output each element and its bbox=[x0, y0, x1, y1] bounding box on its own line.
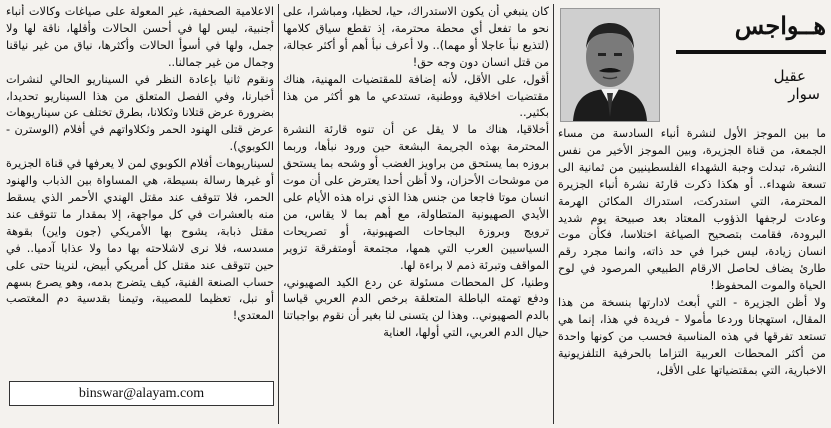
paragraph: ولا أظن الجزيرة - التي أبعث لادارتها بنسخة من هذا المقال، استهجانا وردعا مأمولا - فريدة في هذا، إنما هي تستعد تفرقها في هذه المناسبة فحسب من كونها واحدة من أكثر المحطات العربية التزاما بالحرفية التلفزيونية الاخبارية، التي بمقتضياتها على الأقل، bbox=[558, 296, 826, 377]
title-underline bbox=[676, 50, 826, 54]
author-email[interactable]: binswar@alayam.com bbox=[9, 381, 274, 406]
article-column-left bbox=[6, 4, 274, 374]
paragraph: كان ينبغي أن يكون الاستدراك، حيا، لحظيا، ومباشرا، على نحو ما تفعل أي محطة محترمة، إذ تقطع سياق كلامها (لتذيع نبأ عاجلا أو مهما).. ولا أعرف نبأ أهم أو أكثر عجالة، من قتل انسان دون وجه حق! bbox=[283, 5, 549, 69]
author-last-name: سوار bbox=[788, 85, 820, 103]
paragraph: وطنيا، كل المحطات مسئولة عن ردع الكيد الصهيوني، ودفع تهمته الباطلة المتعلقة برخص الدم العربي قياسا بالدم الصهيوني.. وهذا لن يتسنى لنا بغير أن نقوم بواجباتنا حيال الدم العربي، التي أولها، العناية bbox=[283, 275, 549, 340]
column-header bbox=[558, 4, 826, 126]
column-divider bbox=[553, 4, 554, 424]
article-column-middle bbox=[283, 4, 549, 428]
article-column-right bbox=[558, 4, 826, 424]
author-photo bbox=[560, 8, 660, 122]
paragraph: أقول، على الأقل، لأنه إضافة للمقتضيات المهنية، هناك مقتضيات اخلاقية ووطنية، تستدعي ما هو أكثر من هذا بكثير.. bbox=[283, 72, 549, 120]
paragraph: ونقوم ثانيا بإعادة النظر في السيناريو الحالي لنشرات أخبارنا، وفي الفصل المتعلق من هذا السيناريو تحديدا، بضرورة عرض قتلانا وثكلانا، بطرق تختلف عن سيناريوهات عرض قتلى الهنود الحمر وثكلاواتهم في أفلام (الوسترن - الكوبوي). bbox=[6, 72, 274, 154]
paragraph: الاعلامية الصحفية، غير المعولة على صياغات وكالات أنباء أجنبية، ليس لها في أحسن الحالات وأقلها، ناقة لها ولا جمل، ولها في أسوأ الحالات وأكثرها، نياق من غير نياقنا وجمال من غير جمالنا.. bbox=[6, 5, 274, 69]
author-first-name: عقيل bbox=[773, 67, 806, 85]
paragraph: لسيناريوهات أفلام الكوبوي لمن لا يعرفها في قناة الجزيرة أو غيرها رسالة بسيطة، هي المساواة بين الذباب والهنود الحمر، فلا تتوقف عند مقتل الهندي الأحمر الذي يسقط منه بالعشرات في كل مواجهة، إلا بمقدار ما تتوقف عند مقتل ذبابة، يشوح بها الأمريكي (جون واين) بقوهة مسدسه، فلا نرى لاشلاحته بها دما ولا عذابا آدميا.. في حين تتوقف عند مقتل كل أمريكي أبيض، لنرينا حتى على حساب الصنعة الفنية، كيف يتضرج بدمه، وهو يصرع بسهم أو نبل، تعظيما للمصيبة، وتيمنا بقدسية دم المغتصب المعتدي! bbox=[6, 157, 274, 323]
paragraph: أخلاقيا، هناك ما لا يقل عن أن تنوه قارئة النشرة المحترمة بهذه الجريمة البشعة حين ورود نبأها، وربما بروزه بما يستحق من براويز الغضب أو وشحه بما يستحق من موشحات الأحزان، ولا أظن أحدا يعترض على أن موت انسان موتا فاجعا من جنس هذا الذي نراه هذه الأيام على الأيدي الصهيونية المتطاولة، مع أهم بما لا يقاس، من ترويج وبروزة البجاحات الصهيونية، أو تصريحات السياسيين العرب التي همها، مجتمعة أومتفرقة تزوير المواقف وتبرئة ذمم لا براءة لها. bbox=[283, 123, 549, 272]
column-divider bbox=[278, 4, 279, 424]
column-title: هــواجس bbox=[734, 11, 826, 40]
paragraph: ما بين الموجز الأول لنشرة أنباء السادسة من مساء الجمعة، من قناة الجزيرة، وبين الموجز الأخير من نفس النشرة، تبدلت وجبة الشهداء الفلسطينيين من ثمانية الى تسعة شهداء.. أو هكذا ذكرت قارئة نشرة أنباء الجزيرة المحترمة، التي استدركت، استدراك المكائن الهرمة وعادت لرجفها الذؤوب المعتاد بعد صبيحة يوم شديد البرودة، فقامت بتصحيح الصياغة اختلاسا، فكأن موت انسان زيادة، ليس خبرا في حد ذاته، وانما مجرد رقم طارئ يضاف لحاصل الارقام الطبيعي المرصود في لوح الحياة والموت المحفوظ! bbox=[558, 127, 826, 293]
